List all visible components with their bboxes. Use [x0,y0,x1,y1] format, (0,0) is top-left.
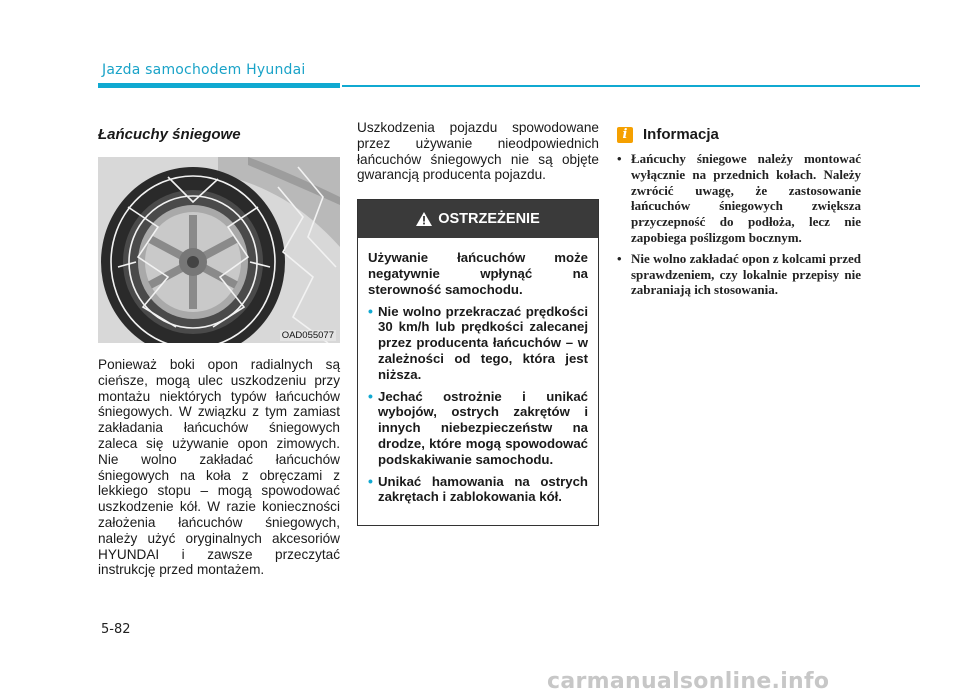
bullet-icon: • [368,387,373,404]
column-left [98,120,340,578]
warning-item-text: Unikać hamowania na ostrych zakrętach i zablokowania kół. [378,473,588,505]
figure-code: OAD055077 [281,330,334,341]
list-item [368,474,588,506]
info-item-text: Nie wolno zakładać opon z kolcami przed sprawdzeniem, czy lokalnie przepisy nie zabraniają ich stosowania. [631,250,861,298]
warning-box [357,199,599,526]
warning-body [358,238,598,525]
info-title: Informacja [643,126,719,143]
column-middle [357,120,599,526]
list-item [368,389,588,468]
header-rule-thin [342,85,920,87]
bullet-icon: • [368,472,373,489]
section-heading: Łańcuchy śniegowe [98,126,241,143]
warning-header [358,200,598,238]
header-rule-thick [98,83,340,88]
info-item-text: Łańcuchy śniegowe należy montować wyłącznie na przednich kołach. Należy zwrócić uwagę, że zastosowanie łańcuchów śniegowych zwiększa przyczepność do podłoża, lecz nie zapobiega poślizgom bocznym. [631,151,861,245]
warning-title: OSTRZEŻENIE [438,211,540,228]
column-right [617,126,861,303]
page-number: 5-82 [101,622,131,637]
tire-with-chain-image [98,157,340,343]
info-icon: i [617,127,633,143]
warning-item-text: Jechać ostrożnie i unikać wybojów, ostrych zakrętów i innych niebezpieczeństw na drodze, które mogą spowodować podskakiwanie samochodu. [378,388,588,467]
warning-intro: Używanie łańcuchów może negatywnie wpłynąć na sterowność samochodu. [368,250,588,297]
header-title: Jazda samochodem Hyundai [102,62,306,78]
body-paragraph: Ponieważ boki opon radialnych są cieńsze, mogą ulec uszkodzeniu przy montażu niektórych typów łańcuchów śniegowych. W związku z tym zamiast zakładania łańcuchów śniegowych zaleca się używanie opon zimowych. Nie wolno zakładać łańcuchów śniegowych na koła z obręczami z lekkiego stopu – mogą spowodować uszkodzenie kół. W razie konieczności założenia łańcuchów śniegowych, należy użyć oryginalnych akcesoriów HYUNDAI i zawsze przeczytać instrukcję przed montażem. [98,357,340,578]
warning-item-text: Nie wolno przekraczać prędkości 30 km/h lub prędkości zalecanej przez producenta łańcuchów – w zależności od tego, która jest niższa. [378,303,588,382]
list-item [368,304,588,383]
list-item [617,251,861,298]
warning-list [368,304,588,506]
bullet-icon: • [617,151,622,166]
bullet-icon: • [368,302,373,319]
info-list [617,151,861,298]
snow-chain-illustration [98,157,340,343]
list-item [617,151,861,246]
bullet-icon: • [617,250,622,266]
body-paragraph-warranty: Uszkodzenia pojazdu spowodowane przez używanie nieodpowiednich łańcuchów śniegowych nie są objęte gwarancją producenta pojazdu. [357,120,599,183]
warning-triangle-icon [416,212,432,226]
info-header [617,126,861,143]
watermark: carmanualsonline.info [547,669,830,694]
